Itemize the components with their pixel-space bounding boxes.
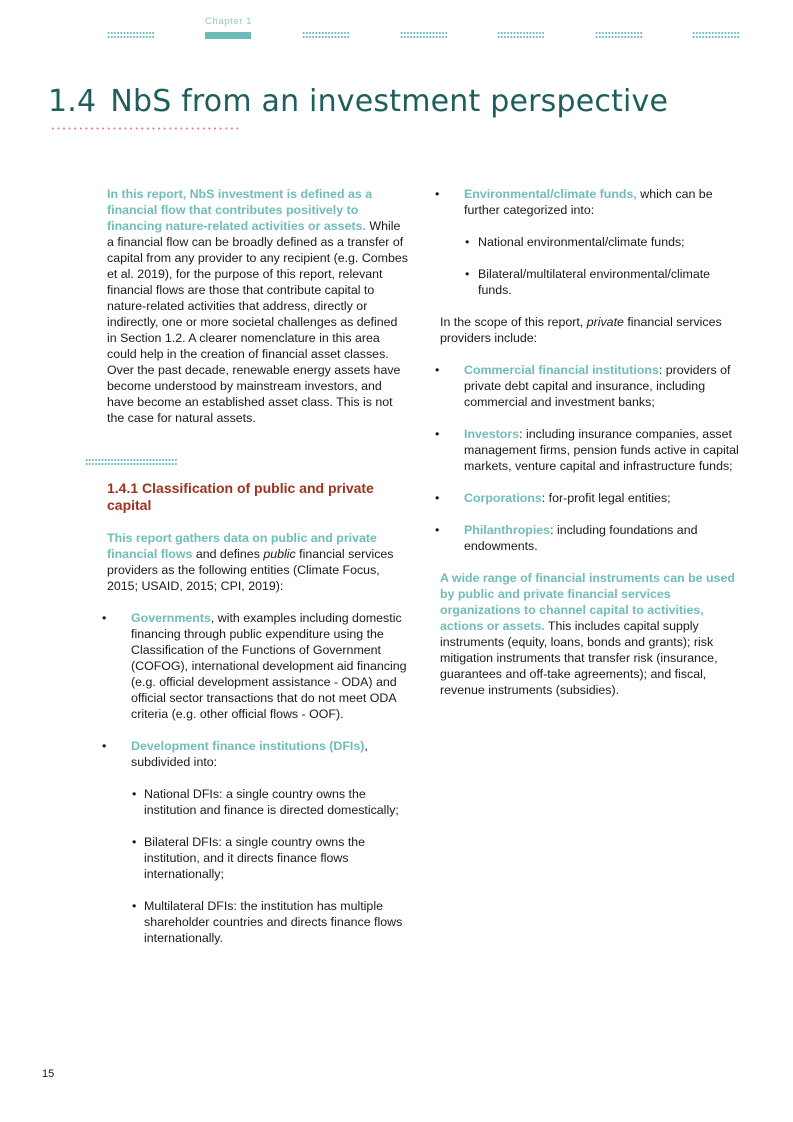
sub-list-item: • National DFIs: a single country owns the institution and finance is directed domestically; [107,786,409,818]
intro-highlight: In this report, NbS investment is defined as a financial flow that contributes positively to financing nature-related activities or assets. [107,187,373,233]
list-item: • Philanthropies: including foundations and endowments. [440,522,740,554]
chapter-nav-dots [595,31,642,39]
instruments-paragraph: A wide range of financial instruments can be used by public and private financial services organizations to channel capital to activities, actions or assets. This includes capital supply instruments (equity, loans, bonds and grants); risk mitigation instruments that transfer risk (insurance, guarantees and off-take agreements); and fiscal, revenue instruments (subsidies). [440,571,735,697]
sub-list-item: • Multilateral DFIs: the institution has multiple shareholder countries and directs finance flows internationally. [107,898,409,946]
sub-list-item: • National environmental/climate funds; [440,234,740,250]
public-providers-paragraph: This report gathers data on public and private financial flows and defines public financial services providers as the following entities (Climate Focus, 2015; USAID, 2015; CPI, 2019): [107,531,394,593]
list-item: • Development finance institutions (DFIs), subdivided into: [107,738,409,770]
intro-text: While a financial flow can be broadly defined as a transfer of capital from any provider to any recipient (e.g. Combes et al. 2019), for the purpose of this report, relevant financial flows are those that contribute capital to nature-related activities that address, directly or indirectly, one or more societal challenges as defined in Section 1.2. A clearer nomenclature in this area could help in the creation of financial asset classes. Over the past decade, renewable energy assets have become understood by mainstream investors, and have become an established asset class. This is not the case for natural assets. [107,219,408,425]
chapter-nav-dots [107,31,154,39]
title-underline-dots [50,126,240,131]
sub-list-item: • Bilateral DFIs: a single country owns the institution, and it directs finance flows internationally; [107,834,409,882]
right-column [440,186,740,698]
chapter-nav-dots [400,31,447,39]
left-column [107,186,409,946]
list-item: • Governments, with examples including domestic financing through public expenditure using the Classification of the Functions of Government (COFOG), international development aid financing (e.g. official development assistance - ODA) and official sector transactions that do not meet ODA criteria (e.g. other official flows - OOF). [107,610,409,722]
chapter-nav-dots [302,31,349,39]
chapter-nav-dots [692,31,739,39]
section-number: 1.4 [48,84,97,119]
subsection-divider-dots [85,458,177,467]
list-item: • Environmental/climate funds, which can be further categorized into: [440,186,740,218]
private-providers-paragraph: In the scope of this report, private financial services providers include: [440,315,722,345]
section-title: NbS from an investment perspective [110,84,669,119]
subsection-heading: 1.4.1 Classification of public and private capital [107,480,374,513]
intro-paragraph [107,186,409,426]
chapter-progress-indicator [205,32,251,39]
page-number: 15 [42,1068,55,1080]
list-item: • Investors: including insurance companies, asset management firms, pension funds active in capital markets, venture capital and infrastructure funds; [440,426,740,474]
chapter-label: Chapter 1 [205,16,253,27]
public-providers-highlight: This report gathers data on public and private financial flows [107,531,377,561]
chapter-nav-dots [497,31,544,39]
page-title [48,84,668,119]
list-item: • Corporations: for-profit legal entities; [440,490,740,506]
list-item: • Commercial financial institutions: providers of private debt capital and insurance, including commercial and investment banks; [440,362,740,410]
sub-list-item: • Bilateral/multilateral environmental/climate funds. [440,266,740,298]
